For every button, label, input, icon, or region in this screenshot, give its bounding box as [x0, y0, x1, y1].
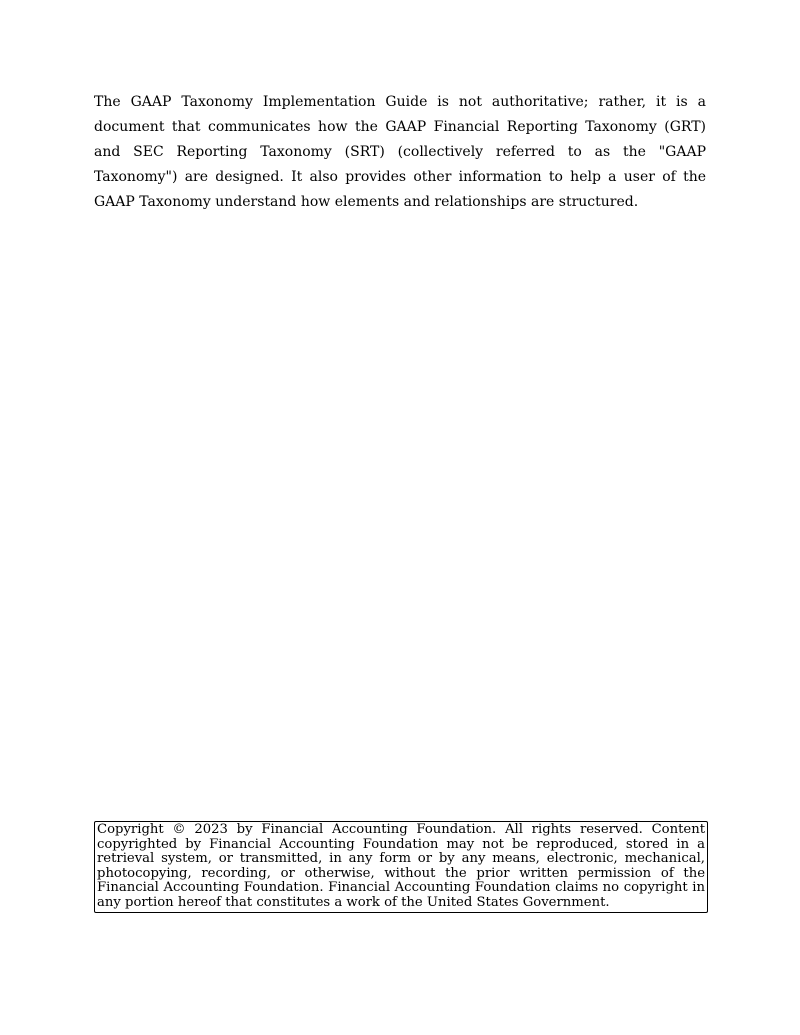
intro-paragraph: The GAAP Taxonomy Implementation Guide is not authoritative; rather, it is a document that communicates how the GAAP Financial Reporting Taxonomy (GRT) and SEC Reporting Taxonomy (SRT) (collectively referred to as the "GAAP Taxonomy") are designed. It also provides other information to help a user of the GAAP Taxonomy understand how elements and relationships are structured.: [94, 94, 706, 210]
copyright-notice-box: [94, 821, 708, 913]
copyright-notice-text: Copyright © 2023 by Financial Accounting Foundation. All rights reserved. Content copyrighted by Financial Accounting Foundation may not be reproduced, stored in a retrieval system, or transmitted, in any form or by any means, electronic, mechanical, photocopying, recording, or otherwise, without the prior written permission of the Financial Accounting Foundation. Financial Accounting Foundation claims no copyright in any portion hereof that constitutes a work of the United States Government.: [97, 822, 705, 910]
